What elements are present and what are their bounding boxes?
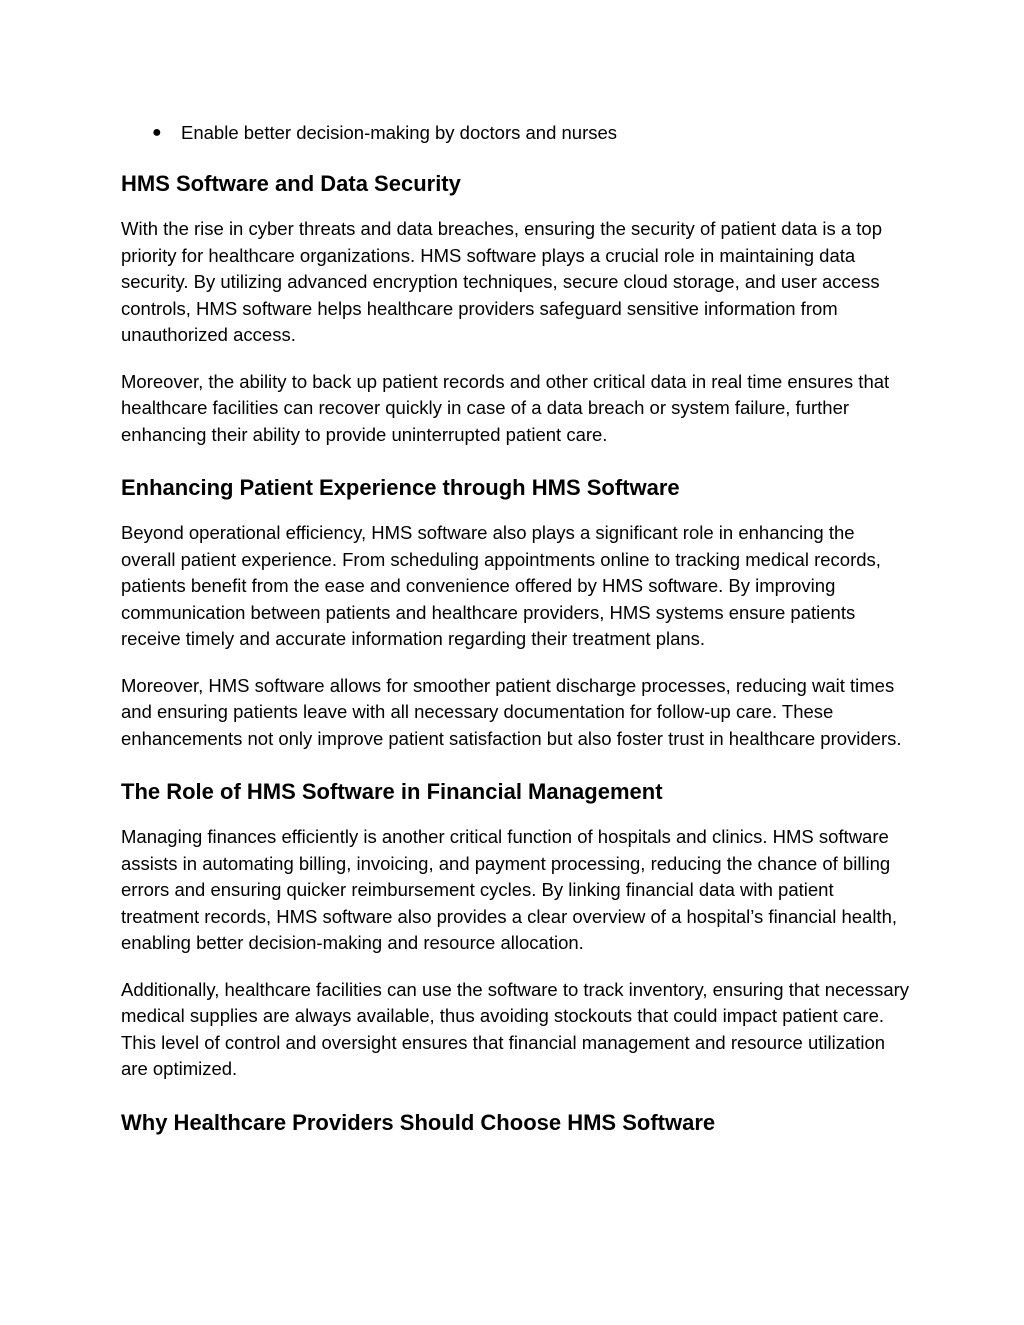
paragraph: Managing finances efficiently is another critical function of hospitals and clinics. HMS software assists in automating billing, invoicing, and payment processing, reducing the chance of billing errors and ensuring quicker reimbursement cycles. By linking financial data with patient treatment records, HMS software also provides a clear overview of a hospital’s financial health, enabling better decision-making and resource allocation. bbox=[121, 826, 897, 953]
section-data-security bbox=[121, 168, 911, 448]
paragraph: Beyond operational efficiency, HMS software also plays a significant role in enhancing the overall patient experience. From scheduling appointments online to tracking medical records, patients benefit from the ease and convenience offered by HMS software. By improving communication between patients and healthcare providers, HMS systems ensure patients receive timely and accurate information regarding their treatment plans. bbox=[121, 522, 881, 649]
section-why-choose bbox=[121, 1107, 911, 1139]
bullet-icon: ● bbox=[152, 124, 162, 141]
section-patient-experience bbox=[121, 472, 911, 752]
paragraph: Additionally, healthcare facilities can use the software to track inventory, ensuring that necessary medical supplies are always available, thus avoiding stockouts that could impact patient care. This level of control and oversight ensures that financial management and resource utilization are optimized. bbox=[121, 978, 910, 1079]
section-heading: Why Healthcare Providers Should Choose HMS Software bbox=[121, 1109, 716, 1135]
section-heading: HMS Software and Data Security bbox=[121, 171, 461, 196]
section-financial-management bbox=[121, 776, 911, 1083]
section-heading: Enhancing Patient Experience through HMS Software bbox=[121, 475, 680, 500]
paragraph: Moreover, HMS software allows for smoother patient discharge processes, reducing wait times and ensuring patients leave with all necessary documentation for follow-up care. These enhancements not only improve patient satisfaction but also foster trust in healthcare providers. bbox=[121, 674, 902, 749]
bullet-text: Enable better decision-making by doctors and nurses bbox=[181, 122, 618, 143]
bullet-list-item bbox=[152, 120, 617, 146]
paragraph: Moreover, the ability to back up patient records and other critical data in real time ensures that healthcare facilities can recover quickly in case of a data breach or system failure, further enhancing their ability to provide uninterrupted patient care. bbox=[121, 370, 890, 445]
section-heading: The Role of HMS Software in Financial Management bbox=[121, 779, 663, 804]
paragraph: With the rise in cyber threats and data breaches, ensuring the security of patient data is a top priority for healthcare organizations. HMS software plays a crucial role in maintaining data security. By utilizing advanced encryption techniques, secure cloud storage, and user access controls, HMS software helps healthcare providers safeguard sensitive information from unauthorized access. bbox=[121, 218, 882, 345]
document-body bbox=[121, 168, 911, 1155]
